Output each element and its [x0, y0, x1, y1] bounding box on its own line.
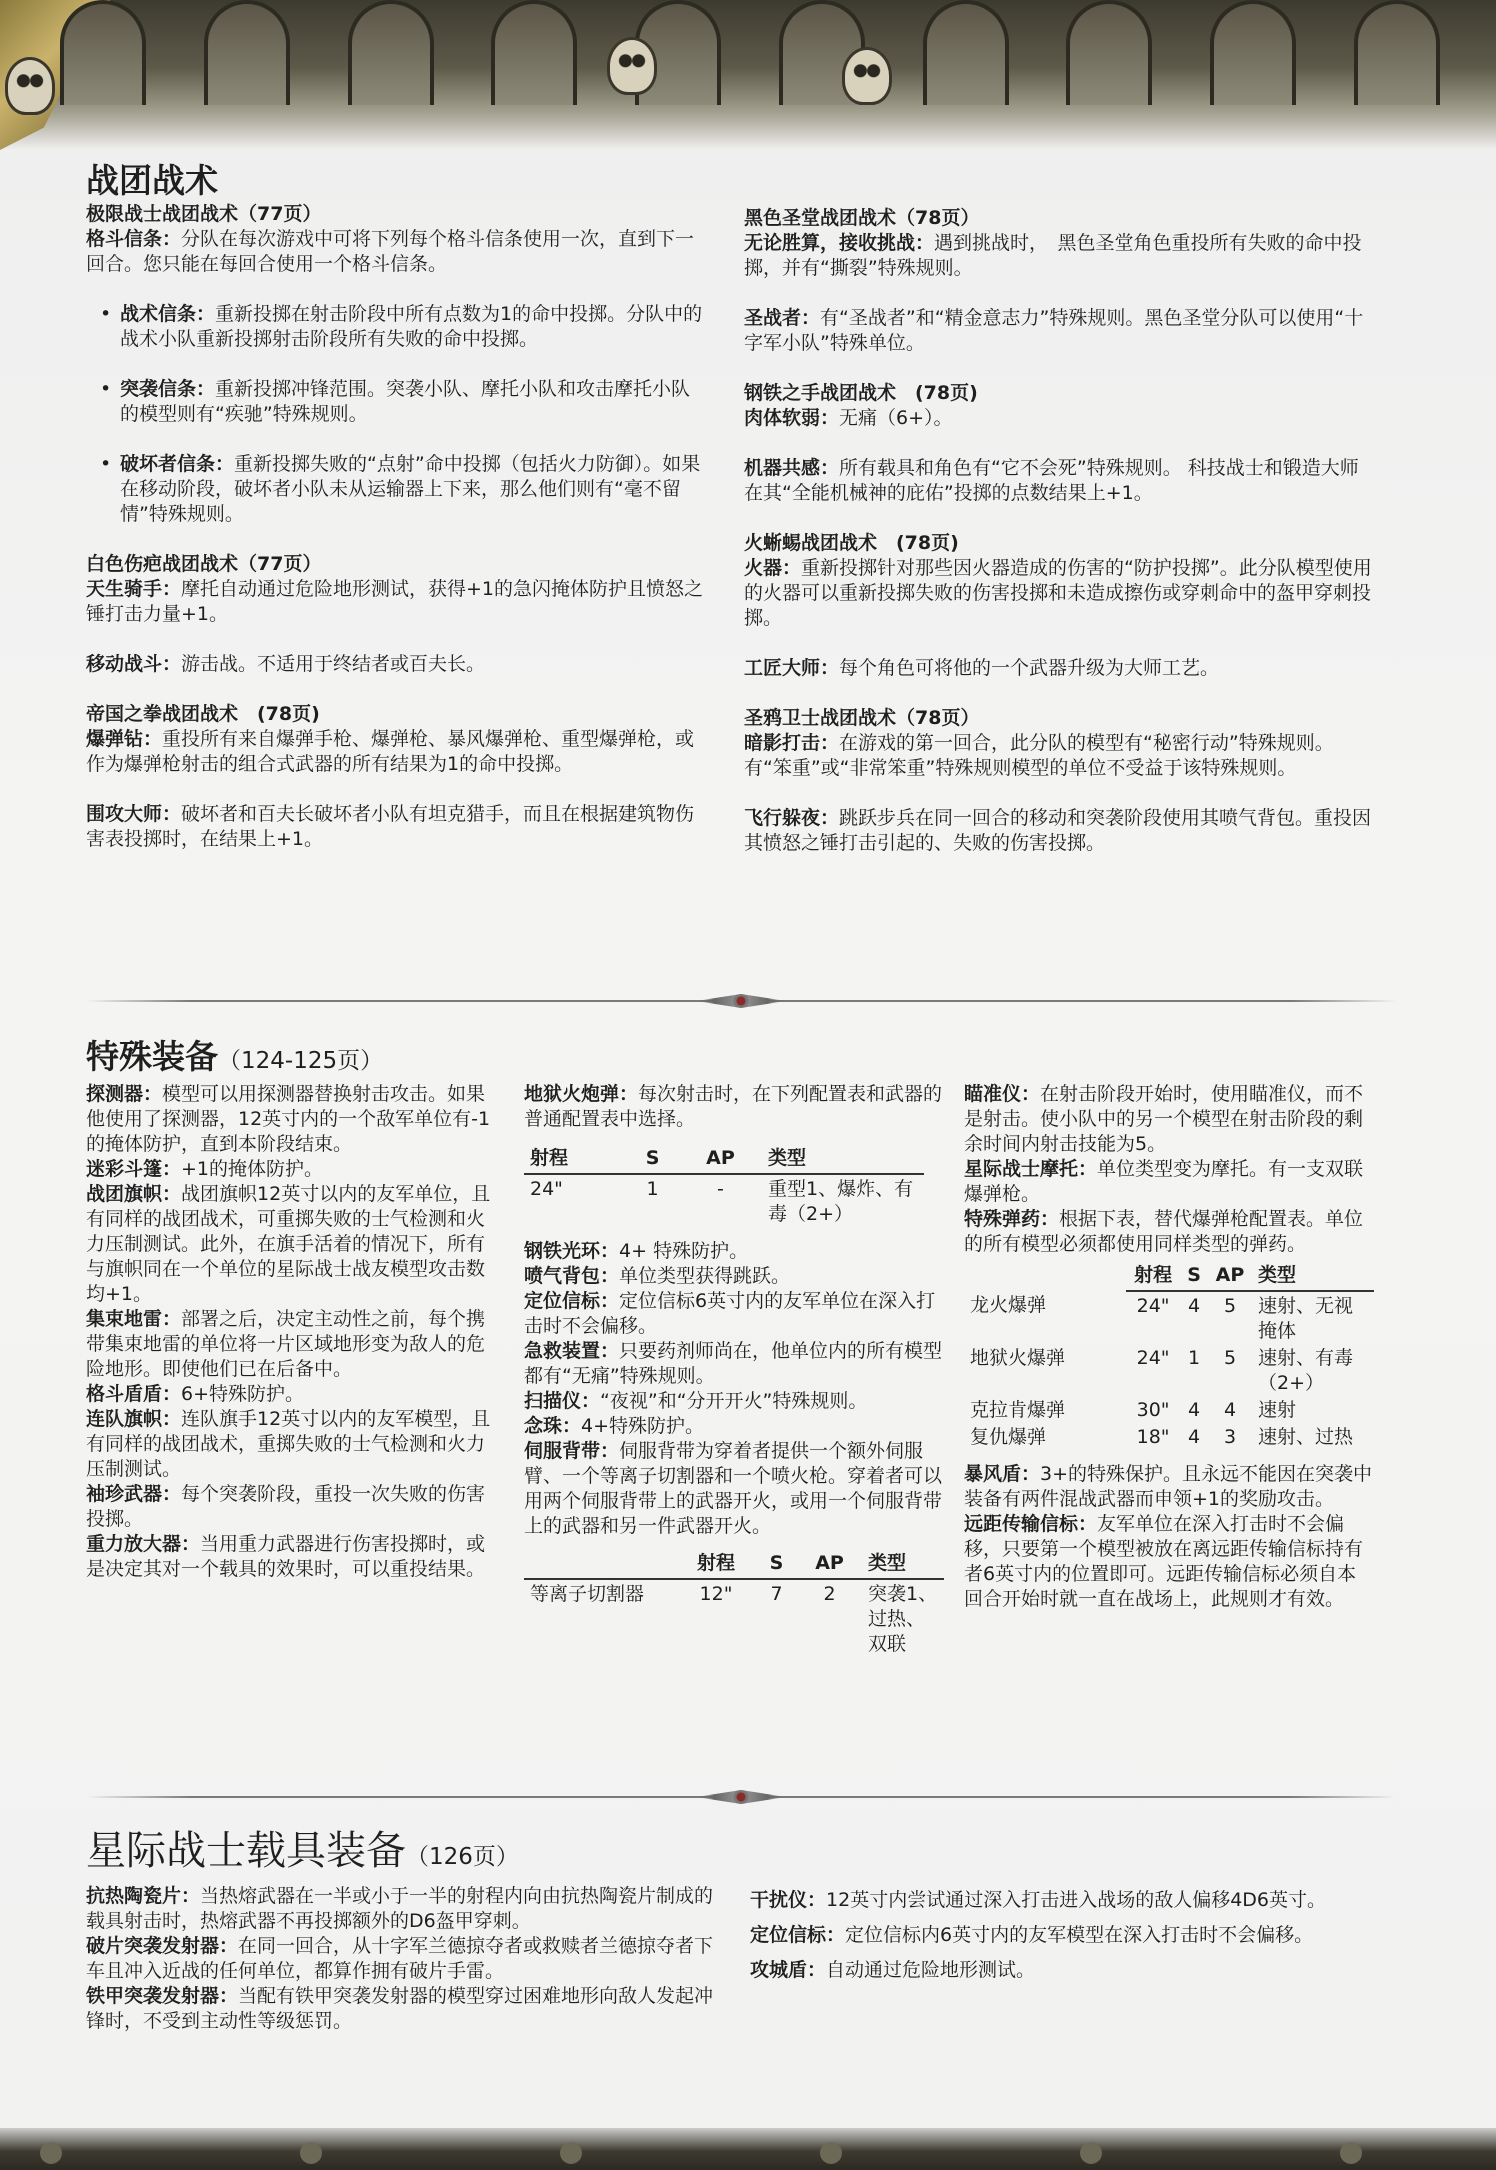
item [524, 1339, 944, 1389]
combat-doctrine-paragraph [86, 227, 706, 277]
tactics-title: 战团战术 [86, 161, 218, 200]
special-title [86, 1036, 496, 1082]
text: 重新投掷失败的“点射”命中投掷（包括火力防御）。如果在移动阶段，破坏者小队未从运输器上下来，那么他们则有“毫不留情”特殊规则。 [120, 453, 701, 525]
item [524, 1439, 944, 1539]
table-cell: - [717, 1178, 724, 1200]
text: 战团旗帜12英寸以内的友军单位，且有同样的战团战术，可重掷失败的士气检测和火力压制测试。此外，在旗手活着的情况下，所有与旗帜同在一个单位的星际战士战友模型攻击数均+1。 [86, 1183, 491, 1305]
term: 格斗盾盾： [86, 1383, 182, 1405]
paragraph [86, 802, 706, 852]
table-cell: 1 [1188, 1347, 1201, 1369]
term: 伺服背带： [524, 1440, 620, 1462]
text: 无痛（6+）。 [839, 407, 953, 429]
text: 游击战。不适用于终结者或百夫长。 [181, 653, 486, 675]
tactics-right-column [744, 206, 1374, 856]
paragraph [86, 652, 706, 677]
term: 定位信标： [750, 1924, 846, 1946]
text: 重新投掷针对那些因火器造成的伤害的“防护投掷”。此分队模型使用的火器可以重新投掷失败的伤害投掷和未造成擦伤或穿刺命中的盔甲穿刺投掷。 [744, 557, 1372, 629]
term: 肉体软弱： [744, 407, 840, 429]
text: 6+特殊防护。 [181, 1383, 305, 1405]
stud-icon [820, 2142, 842, 2164]
table-header: AP [797, 1551, 862, 1579]
item [86, 1307, 496, 1382]
gothic-header-banner [0, 0, 1496, 150]
text: 分队在每次游戏中可将下列每个格斗信条使用一次，直到下一回合。您只能在每回合使用一个格斗信条。 [86, 228, 695, 275]
special-col-2 [524, 1082, 944, 1657]
term: 破坏者信条： [120, 453, 235, 475]
text: 定位信标内6英寸内的友军模型在深入打击时不会偏移。 [845, 1924, 1314, 1946]
term: 飞行躲夜： [744, 807, 840, 829]
table-cell: 5 [1223, 1295, 1237, 1317]
term: 星际战士摩托： [964, 1158, 1098, 1180]
table-cell: 2 [823, 1583, 836, 1605]
item [524, 1082, 944, 1132]
table-header: 类型 [862, 1551, 944, 1579]
gothic-arch [1066, 0, 1152, 105]
text: 单位类型获得跳跃。 [619, 1265, 791, 1287]
table-cell: 地狱火爆弹 [970, 1347, 1066, 1369]
item [86, 1407, 496, 1482]
table-cell: 4 [1188, 1426, 1201, 1448]
ultramarines-heading: 极限战士战团战术（77页） [86, 203, 322, 225]
table-header: 类型 [1252, 1263, 1374, 1291]
paragraph [744, 406, 1374, 431]
gothic-footer-banner [0, 2128, 1496, 2170]
term: 瞄准仪： [964, 1083, 1041, 1105]
text: 自动通过危险地形测试。 [826, 1959, 1036, 1981]
special-col-1 [86, 1036, 496, 1582]
item [524, 1239, 944, 1264]
table-cell: 12" [699, 1583, 733, 1605]
term: 连队旗帜： [86, 1408, 182, 1430]
table-cell: 7 [770, 1583, 783, 1605]
item [86, 1382, 496, 1407]
item [86, 1157, 496, 1182]
table-row [964, 1423, 1374, 1450]
item [964, 1082, 1374, 1157]
term: 地狱火炮弹： [524, 1083, 639, 1105]
term: 定位信标： [524, 1290, 620, 1312]
table-row [964, 1344, 1374, 1396]
gothic-arch [1354, 0, 1440, 105]
title-pages: （126页） [406, 1844, 519, 1870]
text: 跳跃步兵在同一回合的移动和突袭阶段使用其喷气背包。重投因其愤怒之锤打击引起的、失败的伤害投掷。 [744, 807, 1372, 854]
table-cell: 3 [1223, 1426, 1237, 1448]
table-cell: 5 [1223, 1347, 1237, 1369]
item [964, 1157, 1374, 1207]
table-header: 射程 [524, 1146, 626, 1174]
item [750, 1958, 1374, 1983]
table-cell: 1 [646, 1178, 659, 1200]
term: 战术信条： [120, 303, 216, 325]
item [964, 1207, 1374, 1257]
table-cell: 4 [1223, 1399, 1237, 1421]
table-cell: 4 [1188, 1399, 1201, 1421]
vehicle-right-column [750, 1888, 1374, 1983]
text: 3+的特殊保护。且永远不能因在突袭中装备有两件混战武器而申领+1的奖励攻击。 [964, 1463, 1373, 1510]
term: 念珠： [524, 1415, 582, 1437]
item [964, 1512, 1374, 1612]
paragraph [744, 456, 1374, 506]
title-pages: （124-125页） [218, 1048, 384, 1074]
table-cell: 突袭1、过热、双联 [868, 1583, 938, 1655]
text: 所有载具和角色有“它不会死”特殊规则。 科技战士和锻造大师在其“全能机械神的庇佑”投掷的点数结果上+1。 [744, 457, 1359, 504]
term: 钢铁光环： [524, 1240, 620, 1262]
term: 天生骑手： [86, 578, 182, 600]
term: 攻城盾： [750, 1959, 827, 1981]
table-header: AP [1208, 1263, 1252, 1291]
table-cell: 速射、过热 [1258, 1426, 1354, 1448]
table-row [524, 1579, 944, 1657]
table-header: AP [679, 1146, 762, 1174]
term: 急救装置： [524, 1340, 620, 1362]
table-cell: 24" [1136, 1295, 1170, 1317]
term: 无论胜算，接收挑战： [744, 232, 935, 254]
term: 暗影打击： [744, 732, 840, 754]
paragraph [86, 727, 706, 777]
vehicle-left-column [86, 1824, 726, 2034]
term: 围攻大师： [86, 803, 182, 825]
term: 暴风盾： [964, 1463, 1041, 1485]
special-col-3 [964, 1082, 1374, 1612]
skull-icon [610, 40, 654, 92]
item [86, 1182, 496, 1307]
paragraph [744, 731, 1374, 781]
table-cell: 等离子切割器 [530, 1583, 645, 1605]
gothic-arch [204, 0, 290, 105]
item [86, 1934, 726, 1984]
text: 当用重力武器进行伤害投掷时，或是决定其对一个载具的效果时，可以重投结果。 [86, 1533, 486, 1580]
gothic-arch [348, 0, 434, 105]
salamanders-heading: 火蜥蜴战团战术 (78页) [744, 532, 959, 554]
table-cell: 速射 [1258, 1399, 1297, 1421]
paragraph [86, 577, 706, 627]
text: 只要药剂师尚在，他单位内的所有模型都有“无痛”特殊规则。 [524, 1340, 943, 1387]
text: 遇到挑战时， 黑色圣堂角色重投所有失败的命中投掷，并有“撕裂”特殊规则。 [744, 232, 1362, 279]
gothic-arch [1210, 0, 1296, 105]
text: 摩托自动通过危险地形测试，获得+1的急闪掩体防护且愤怒之锤打击力量+1。 [86, 578, 704, 625]
table-cell: 4 [1188, 1295, 1201, 1317]
term: 铁甲突袭发射器： [86, 1985, 239, 2007]
text: 当热熔武器在一半或小于一半的射程内向由抗热陶瓷片制成的载具射击时，热熔武器不再投掷额外的D6盔甲穿刺。 [86, 1885, 714, 1932]
white-scars-heading: 白色伤疤战团战术（77页） [86, 553, 322, 575]
text: 定位信标6英寸内的友军单位在深入打击时不会偏移。 [524, 1290, 936, 1337]
term: 袖珍武器： [86, 1483, 182, 1505]
text: 友军单位在深入打击时不会偏移，只要第一个模型被放在离远距传输信标持有者6英寸内的位置即可。远距传输信标必须自本回合开始时就一直在战场上，此规则才有效。 [964, 1513, 1364, 1610]
item [524, 1389, 944, 1414]
table-cell: 龙火爆弹 [970, 1294, 1047, 1316]
item [86, 1482, 496, 1532]
dark-angels-heading: 黑色圣堂战团战术（78页） [744, 207, 980, 229]
stud-icon [1080, 2142, 1102, 2164]
paragraph [744, 556, 1374, 631]
term: 远距传输信标： [964, 1513, 1098, 1535]
text: 当配有铁甲突袭发射器的模型穿过困难地形向敌人发起冲锋时，不受到主动性等级惩罚。 [86, 1985, 714, 2032]
text: 每次射击时，在下列配置表和武器的普通配置表中选择。 [524, 1083, 943, 1130]
table-cell: 重型1、爆炸、有毒（2+） [768, 1178, 914, 1225]
table-cell: 复仇爆弹 [970, 1426, 1047, 1448]
divider-ornament-icon [696, 994, 786, 1008]
table-cell: 24" [530, 1178, 563, 1200]
stud-icon [1340, 2142, 1362, 2164]
term: 抗热陶瓷片： [86, 1885, 201, 1907]
term: 移动战斗： [86, 653, 182, 675]
term: 重力放大器： [86, 1533, 201, 1555]
arch-row [60, 0, 1440, 120]
table-cell: 18" [1136, 1426, 1170, 1448]
table-cell: 30" [1136, 1399, 1170, 1421]
stud-icon [300, 2142, 322, 2164]
table-row [964, 1396, 1374, 1423]
title-text: 特殊装备 [86, 1037, 218, 1076]
table-header: S [756, 1551, 797, 1579]
table-header: 射程 [1126, 1263, 1180, 1291]
paragraph [744, 231, 1374, 281]
skull-icon [8, 60, 52, 112]
paragraph [744, 806, 1374, 856]
table-header: 射程 [676, 1551, 756, 1579]
term: 探测器： [86, 1083, 163, 1105]
term: 特殊弹药： [964, 1208, 1060, 1230]
term: 喷气背包： [524, 1265, 620, 1287]
text: 部署之后，决定主动性之前，每个携带集束地雷的单位将一片区域地形变为敌人的危险地形。即使他们已在后备中。 [86, 1308, 486, 1380]
tactics-left-column [86, 160, 706, 852]
term: 突袭信条： [120, 378, 216, 400]
stud-icon [560, 2142, 582, 2164]
term: 迷彩斗篷： [86, 1158, 182, 1180]
text: 每个角色可将他的一个武器升级为大师工艺。 [839, 657, 1220, 679]
paragraph [744, 656, 1374, 681]
divider-ornament-icon [696, 1790, 786, 1804]
text: 破坏者和百夫长破坏者小队有坦克猎手，而且在根据建筑物伤害表投掷时，在结果上+1。 [86, 803, 695, 850]
text: 每个突袭阶段，重投一次失败的伤害投掷。 [86, 1483, 486, 1530]
text: 12英寸内尝试通过深入打击进入战场的敌人偏移4D6英寸。 [826, 1889, 1327, 1911]
imperial-fists-heading: 帝国之拳战团战术 (78页) [86, 703, 320, 725]
hellfire-profile-table [524, 1146, 924, 1227]
raven-guard-heading: 圣鸦卫士战团战术（78页） [744, 707, 980, 729]
text: 根据下表，替代爆弹枪配置表。单位的所有模型必须都使用同样类型的弹药。 [964, 1208, 1364, 1255]
table-cell: 克拉肯爆弹 [970, 1399, 1066, 1421]
text: “夜视”和“分开开火”特殊规则。 [600, 1390, 868, 1412]
text: 在游戏的第一回合，此分队的模型有“秘密行动”特殊规则。有“笨重”或“非常笨重”特殊规则模型的单位不受益于该特殊规则。 [744, 732, 1334, 779]
table-row [964, 1291, 1374, 1344]
term: 干扰仪： [750, 1889, 827, 1911]
item [750, 1888, 1374, 1913]
table-header [964, 1263, 1126, 1291]
table-header [524, 1551, 676, 1579]
text: 模型可以用探测器替换射击攻击。如果他使用了探测器，12英寸内的一个敌军单位有-1的掩体防护，直到本阶段结束。 [86, 1083, 491, 1155]
text: 重新投掷冲锋范围。突袭小队、摩托小队和攻击摩托小队的模型则有“疾驰”特殊规则。 [120, 378, 691, 425]
text: 重投所有来自爆弹手枪、爆弹枪、暴风爆弹枪、重型爆弹枪，或作为爆弹枪射击的组合式武器的所有结果为1的命中投掷。 [86, 728, 695, 775]
text: 有“圣战者”和“精金意志力”特殊规则。黑色圣堂分队可以使用“十字军小队”特殊单位。 [744, 307, 1364, 354]
special-ammo-table [964, 1263, 1374, 1450]
doctrine-list [86, 302, 706, 527]
plasma-cutter-table [524, 1551, 944, 1657]
gothic-arch [491, 0, 577, 105]
term: 集束地雷： [86, 1308, 182, 1330]
term: 破片突袭发射器： [86, 1935, 239, 1957]
term: 战团旗帜： [86, 1183, 182, 1205]
table-cell: 24" [1136, 1347, 1170, 1369]
item [750, 1923, 1374, 1948]
section-divider [86, 994, 1396, 1008]
table-cell: 速射、无视掩体 [1258, 1295, 1354, 1342]
list-item [120, 452, 706, 527]
section-divider [86, 1790, 1396, 1804]
term: 格斗信条： [86, 228, 182, 250]
item [86, 1082, 496, 1157]
table-header: S [1180, 1263, 1208, 1291]
table-header: S [626, 1146, 679, 1174]
gothic-arch [923, 0, 1009, 105]
gothic-arch [60, 0, 146, 105]
text: 在同一回合，从十字军兰德掠夺者或救赎者兰德掠夺者下车且冲入近战的任何单位，都算作拥有破片手雷。 [86, 1935, 714, 1982]
list-item [120, 302, 706, 352]
text: 单位类型变为摩托。有一支双联爆弹枪。 [964, 1158, 1364, 1205]
text: 伺服背带为穿着者提供一个额外伺服臂、一个等离子切割器和一个喷火枪。穿着者可以用两个伺服背带上的武器开火，或用一个伺服背带上的武器和另一件武器开火。 [524, 1440, 943, 1537]
vehicle-title [86, 1824, 726, 1884]
item [964, 1462, 1374, 1512]
stud-icon [40, 2142, 62, 2164]
term: 爆弹钻： [86, 728, 163, 750]
term: 工匠大师： [744, 657, 840, 679]
list-item [120, 377, 706, 427]
title-text: 星际战士载具装备 [86, 1828, 406, 1874]
text: 连队旗手12英寸以内的友军模型，且有同样的战团战术，重掷失败的士气检测和火力压制测试。 [86, 1408, 491, 1480]
skull-icon [845, 50, 889, 102]
item [86, 1884, 726, 1934]
table-cell: 速射、有毒（2+） [1258, 1347, 1354, 1394]
item [524, 1289, 944, 1339]
term: 火器： [744, 557, 802, 579]
term: 扫描仪： [524, 1390, 601, 1412]
text: 在射击阶段开始时，使用瞄准仪，而不是射击。使小队中的另一个模型在射击阶段的剩余时间内射击技能为5。 [964, 1083, 1364, 1155]
item [524, 1264, 944, 1289]
table-row [524, 1174, 924, 1227]
paragraph [744, 306, 1374, 356]
item [524, 1414, 944, 1439]
item [86, 1984, 726, 2034]
item [86, 1532, 496, 1582]
text: +1的掩体防护。 [181, 1158, 324, 1180]
term: 圣战者： [744, 307, 821, 329]
text: 重新投掷在射击阶段中所有点数为1的命中投掷。分队中的战术小队重新投掷射击阶段所有失败的命中投掷。 [120, 303, 703, 350]
term: 机器共感： [744, 457, 840, 479]
text: 4+特殊防护。 [581, 1415, 705, 1437]
text: 4+ 特殊防护。 [619, 1240, 749, 1262]
iron-hands-heading: 钢铁之手战团战术 (78页) [744, 382, 978, 404]
table-header: 类型 [762, 1146, 924, 1174]
